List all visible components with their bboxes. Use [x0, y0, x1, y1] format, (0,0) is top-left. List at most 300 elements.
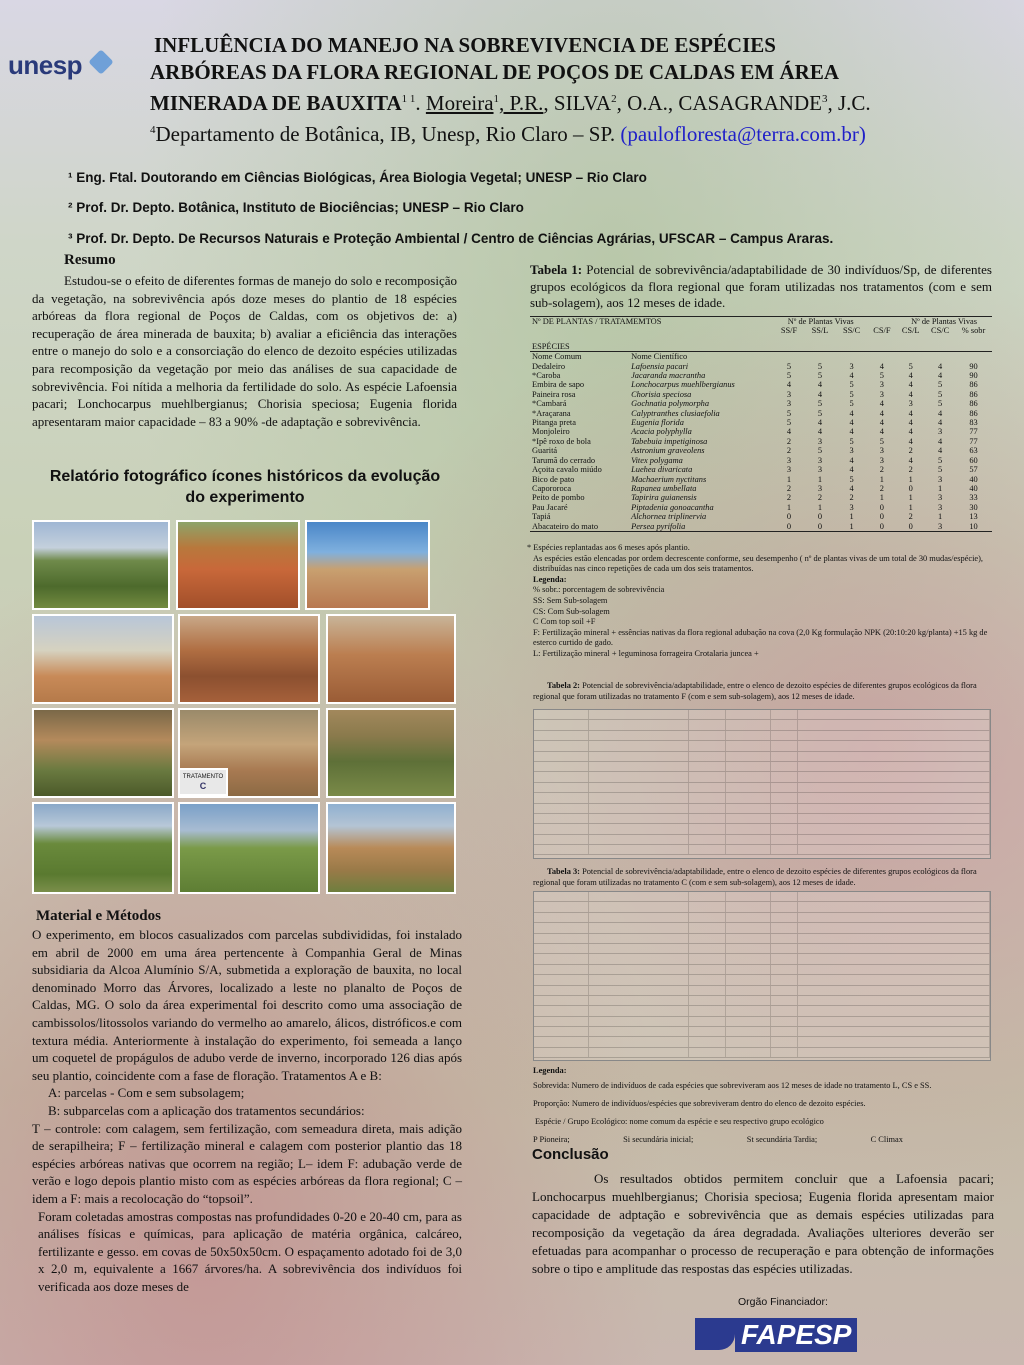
- unesp-logo-icon: [88, 49, 113, 74]
- photo-worker-digging: [32, 708, 174, 798]
- table1-cell: 4: [938, 371, 943, 381]
- conclusion-heading: Conclusão: [532, 1146, 609, 1163]
- dept-sup: 4: [150, 124, 156, 136]
- table1-header-scientific: Nome Científico: [631, 352, 688, 362]
- table1-cell: 5: [786, 418, 792, 428]
- scientific-name: Chorisia speciosa: [631, 389, 692, 399]
- table1-cell: 5: [938, 380, 943, 390]
- table1-legend-heading: Legenda:: [533, 574, 567, 584]
- table1-row: [530, 446, 992, 455]
- table1-grid: [530, 316, 992, 532]
- title-sup: 1 1: [401, 93, 416, 105]
- table1-cell: 1: [879, 493, 884, 503]
- table1-cell: 4: [908, 427, 913, 437]
- table1-cell: 5: [879, 371, 884, 381]
- treatment-label: [178, 768, 228, 796]
- table1-cell: 2: [786, 436, 792, 446]
- table1-cell: 1: [908, 493, 913, 503]
- table1-col-csc: CS/C: [931, 326, 950, 336]
- table1-cell: 60: [969, 455, 978, 465]
- table2-caption-text: Potencial de sobrevivência/adaptabilidade, entre o elenco de dezoito espécies de diferentes grupos ecológicos da flora regional que foram utilizadas no tratamento F (com e sem sub-solagem), aos 12 meses de idade.: [533, 681, 977, 701]
- fapesp-logo: [695, 1312, 850, 1357]
- author-3-initials: , J.C.: [827, 91, 871, 115]
- table1-cell: 2: [786, 493, 792, 503]
- table1-cell: 4: [938, 408, 943, 418]
- methods-p4: T – controle: com calagem, sem fertilização, com semeadura direta, mais adição de serapilheira; F – fertilização mineral e calagem com posterior plantio das 18 espécies arbóreas nativas que ocorrem na região; L– idem F: adubação verde de verão e logo depois plantio misto com as espécies arbóreas da flora regional; C – idem a F: mais a recolocação do “topsoil”.: [32, 1120, 462, 1206]
- table1-cell: 86: [969, 389, 978, 399]
- table1-cell: 3: [938, 427, 943, 437]
- table1-cell: 57: [969, 465, 978, 475]
- table2-caption: [533, 681, 993, 702]
- table1-cell: 3: [879, 380, 884, 390]
- photo-landscape: [32, 520, 170, 610]
- table1-row: [530, 362, 992, 371]
- table1-cell: 4: [879, 418, 884, 428]
- resumo-heading: Resumo: [64, 252, 116, 268]
- mini-table-row: [534, 1027, 990, 1037]
- table1-col-ssc: SS/C: [842, 326, 861, 336]
- common-name: Pau Jacaré: [532, 502, 568, 512]
- table1-cell: 5: [817, 408, 823, 418]
- title-line-2: ARBÓREAS DA FLORA REGIONAL DE POÇOS DE CALDAS EM ÁREA: [150, 60, 840, 84]
- common-name: Peito de pombo: [532, 493, 585, 503]
- common-name: *Araçarana: [532, 408, 571, 418]
- mini-table-row: [534, 902, 990, 912]
- table1-cell: 5: [786, 361, 792, 371]
- scientific-name: Vitex polygama: [631, 455, 683, 465]
- table1-cell: 1: [938, 512, 943, 522]
- table1-cell: 0: [908, 521, 913, 531]
- scientific-name: Luehea divaricata: [631, 465, 693, 475]
- photo-terrain: [32, 614, 174, 704]
- table1-row: [530, 390, 992, 399]
- table1-row: [530, 512, 992, 521]
- scientific-name: Piptadenia gonoacantha: [631, 502, 714, 512]
- table1-cell: 4: [879, 408, 884, 418]
- table1-cell: 4: [849, 465, 854, 475]
- table1-cell: 1: [849, 512, 854, 522]
- treatment-label-text: TRATAMENTO: [182, 774, 224, 780]
- table3-caption: [533, 867, 993, 888]
- mini-table-row: [534, 835, 990, 845]
- common-name: Açoita cavalo miúdo: [532, 465, 602, 475]
- scientific-name: Lafoensia pacari: [631, 361, 689, 371]
- table1-cell: 3: [849, 502, 854, 512]
- photo-man-field: [178, 802, 320, 894]
- table1-cell: 5: [849, 389, 854, 399]
- common-name: Abacateiro do mato: [532, 521, 599, 531]
- common-name: Tapiá: [532, 512, 551, 522]
- table1-col-ssl: SS/L: [811, 326, 829, 336]
- mini-table-row: [534, 793, 990, 803]
- table1-cell: 86: [969, 380, 978, 390]
- mini-table-row: [534, 731, 990, 741]
- table1-cell: 40: [969, 474, 978, 484]
- group-pioneira: P Pioneira;: [533, 1135, 570, 1144]
- table1-cell: 4: [849, 418, 854, 428]
- affiliation-3: ³ Prof. Dr. Depto. De Recursos Naturais e Proteção Ambiental / Centro de Ciências Agrárias, UFSCAR – Campus Araras.: [68, 231, 834, 246]
- table1-cell: 3: [879, 389, 884, 399]
- common-name: Dedaleiro: [532, 361, 566, 371]
- mini-table-row: [534, 913, 990, 923]
- table1-caption-label: Tabela 1:: [530, 262, 583, 277]
- mini-table-row: [534, 1048, 990, 1058]
- table1-cell: 30: [969, 502, 978, 512]
- table1-cell: 77: [969, 436, 978, 446]
- table1-cell: 86: [969, 408, 978, 418]
- table1-cell: 4: [879, 361, 884, 371]
- author-2-sup: 2: [611, 93, 617, 105]
- table1-cell: 3: [938, 474, 943, 484]
- poster-title: INFLUÊNCIA DO MANEJO NA SOBREVIVENCIA DE ESPÉCIES ARBÓREAS DA FLORA REGIONAL DE POÇOS DE CALDAS EM ÁREA MINERADA DE $BAUXITA^{1 1}$. Moreira$^1$, P.R., SILVA$^2$, O.A., CASAGRANDE$^3$, J.C. $^4$Departamento de Botânica, IB, Unesp, Rio Claro – SP. (paulofloresta@terra.com.br): [150, 33, 871, 146]
- fapesp-logo-text: FAPESP: [735, 1318, 857, 1352]
- table1-cell: 5: [879, 436, 884, 446]
- unesp-logo: [8, 50, 108, 90]
- table1-cell: 3: [786, 465, 792, 475]
- table1-caption: [530, 262, 992, 312]
- table1-cell: 4: [817, 418, 823, 428]
- table1-cell: 4: [938, 436, 943, 446]
- table1-cell: 4: [849, 483, 854, 493]
- table1-row: [530, 399, 992, 408]
- table1-row: [530, 418, 992, 427]
- table1-cell: 5: [849, 380, 854, 390]
- table1-cell: 2: [817, 493, 823, 503]
- common-name: Capororoca: [532, 483, 572, 493]
- scientific-name: Alchornea triplinervia: [631, 512, 707, 522]
- table1-cell: 5: [849, 436, 854, 446]
- methods-p1: O experimento, em blocos casualizados com parcelas subdivididas, foi instalado em abril de 2000 em uma área pertencente à Companhia Geral de Minas subsidiaria da Alcoa Alumínio S/A, submetida a exploração de bauxita, no local denominado Morro das Árvores, localizado a leste no planalto de Poços de Caldas, MG. O solo da área experimental foi descrito como uma associação de cambissolos/litossolos variando do vermelho ao amarelo, álicos, distróficos.e com textura média. Anteriormente à instalação do experimento, foi semeada a lanço um coquetel de propágulos de adubo verde de inverno, incorporado 126 dias após seu plantio, coincidente com a fase de floração. Tratamentos A e B:: [32, 927, 462, 1083]
- mini-table-row: [534, 752, 990, 762]
- photo-workers-soil: [178, 614, 320, 704]
- table1-row: [530, 503, 992, 512]
- photo-field-sky: [305, 520, 430, 610]
- group-secundaria-tardia: St secundária Tardia;: [746, 1135, 818, 1144]
- mini-table-row: [534, 772, 990, 782]
- table1-cell: 5: [938, 399, 943, 409]
- table1-cell: 13: [969, 512, 978, 522]
- table1-cell: 4: [938, 361, 943, 371]
- mini-table-row: [534, 814, 990, 824]
- table1-cell: 3: [786, 399, 792, 409]
- methods-p3: B: subparcelas com a aplicação dos tratamentos secundários:: [48, 1102, 365, 1118]
- scientific-name: Calyptranthes clusiaefolia: [631, 408, 720, 418]
- table1-cell: 4: [908, 371, 913, 381]
- methods-heading: Material e Métodos: [36, 908, 161, 924]
- table1-cell: 4: [849, 371, 854, 381]
- table1-cell: 5: [938, 455, 943, 465]
- table1-cell: 4: [849, 427, 854, 437]
- table3-caption-text: Potencial de sobrevivência/adaptabilidade, entre o elenco de dezoito espécies de diferentes grupos ecológicos da flora regional que foram utilizadas no tratamento C (com e sem sub-solagem), aos 12 meses de idade.: [533, 867, 977, 887]
- table1-cell: 3: [817, 436, 823, 446]
- table1-cell: 1: [938, 483, 943, 493]
- table1-cell: 0: [908, 483, 913, 493]
- table1-legend-l: L: Fertilização mineral + leguminosa forrageira Crotalaria juncea +: [533, 648, 759, 658]
- table1-row: [530, 437, 992, 446]
- scientific-name: Gochnatia polymorpha: [631, 399, 710, 409]
- tables-legend-grupo: Espécie / Grupo Ecológico: nome comum da espécie e seu respectivo grupo ecológico: [535, 1117, 824, 1126]
- table1-header-live-b: Nº de Plantas Vivas: [911, 317, 978, 326]
- photo-planting: [326, 614, 456, 704]
- mini-table-row: [534, 710, 990, 720]
- tables-legend-groups: [533, 1133, 903, 1146]
- table1-col-sobr: % sobr: [961, 326, 986, 336]
- mini-table-row: [534, 923, 990, 933]
- table1-cell: 4: [908, 408, 913, 418]
- table1-col-ssf: SS/F: [780, 326, 798, 336]
- table1-cell: 1: [908, 502, 913, 512]
- mini-table-row: [534, 741, 990, 751]
- table1-cell: 5: [817, 361, 823, 371]
- table1-cell: 0: [786, 521, 792, 531]
- scientific-name: Persea pyrifolia: [631, 521, 686, 531]
- table1-col-csl: CS/L: [901, 326, 920, 336]
- table1-cell: 0: [879, 512, 884, 522]
- author-1-sup: 1: [493, 93, 500, 105]
- scientific-name: Eugenia florida: [631, 418, 684, 428]
- mini-table-row: [534, 783, 990, 793]
- table1-cell: 4: [879, 427, 884, 437]
- table1-cell: 40: [969, 483, 978, 493]
- table1-cell: 2: [908, 465, 913, 475]
- fapesp-logo-icon: [695, 1318, 735, 1350]
- table1-cell: 3: [938, 493, 943, 503]
- table1-cell: 5: [938, 465, 943, 475]
- table1-cell: 90: [969, 371, 978, 381]
- table1-cell: 4: [908, 380, 913, 390]
- table1-cell: 1: [817, 474, 823, 484]
- table1-row: [530, 484, 992, 493]
- table1-note-star: * Espécies replantadas aos 6 meses após plantio.: [527, 543, 690, 552]
- table1-cell: 1: [908, 474, 913, 484]
- table1-cell: 4: [786, 380, 792, 390]
- scientific-name: Tabebuia impetiginosa: [631, 436, 708, 446]
- table1-cell: 4: [938, 418, 943, 428]
- table1-row: [530, 456, 992, 465]
- table1-cell: 5: [817, 399, 823, 409]
- table3-caption-label: Tabela 3:: [547, 867, 580, 876]
- mini-table-row: [534, 720, 990, 730]
- unesp-logo-text: unesp: [8, 50, 83, 80]
- table1-cell: 5: [849, 474, 854, 484]
- table1-header-live-a: Nº de Plantas Vivas: [787, 317, 854, 326]
- table1-cell: 3: [786, 389, 792, 399]
- group-climax: C Climax: [870, 1135, 903, 1144]
- scientific-name: Jacaranda macrantha: [631, 371, 706, 381]
- mini-table-row: [534, 944, 990, 954]
- table1-row: [530, 380, 992, 389]
- table1-cell: 4: [849, 408, 854, 418]
- table1-header-common: Nome Comum: [532, 352, 582, 362]
- affiliation-1: ¹ Eng. Ftal. Doutorando em Ciências Biológicas, Área Biologia Vegetal; UNESP – Rio Claro: [68, 170, 647, 185]
- table1-row: [530, 427, 992, 436]
- table1-row: [530, 409, 992, 418]
- table1-cell: 3: [786, 455, 792, 465]
- table1-cell: 4: [908, 389, 913, 399]
- table1-cell: 86: [969, 399, 978, 409]
- table1-cell: 1: [786, 502, 792, 512]
- table1-cell: 5: [938, 389, 943, 399]
- table1-cell: 10: [969, 521, 978, 531]
- common-name: *Caroba: [532, 371, 561, 381]
- table1-cell: 83: [969, 418, 978, 428]
- table1-row: [530, 522, 992, 532]
- mini-table-row: [534, 975, 990, 985]
- photo-red-soil: [176, 520, 300, 610]
- table1-cell: 5: [908, 361, 913, 371]
- table2-caption-label: Tabela 2:: [547, 681, 580, 690]
- table1-cell: 1: [879, 474, 884, 484]
- table1-row: [530, 371, 992, 380]
- table1-cell: 2: [786, 446, 792, 456]
- table1-cell: 0: [817, 512, 823, 522]
- table1-cell: 2: [849, 493, 854, 503]
- mini-table-row: [534, 804, 990, 814]
- resumo-text: Estudou-se o efeito de diferentes formas de manejo do solo e recomposição da vegetação, na sobrevivência após doze meses do plantio de 18 espécies arbóreas da flora regional de Poços de Caldas, com os objetivos de: a) recuperação de área minerada de bauxita; b) avaliar a eficiência das interações entre o manejo do solo e a consorciação do elenco de dezoito espécies utilizadas para recomposição da vegetação por meio das análises de sua capacidade de sobrevivência. Foi nítida a melhoria da fertilidade do solo. As espécie Lafoensia pacari; Lonchocarpus muehlbergianus; Chorisia speciosa; Eugenia florida apresentaram maior capacidade – 83 a 90% -de adaptação e sobrevivência.: [32, 273, 457, 429]
- author-3-sup: 3: [821, 93, 828, 105]
- author-1-initials: , P.R.: [499, 91, 544, 115]
- table1-cell: 4: [908, 418, 913, 428]
- tables-legend-sobrevida: Sobrevida: Numero de indivíduos de cada espécies que sobreviveram aos 12 meses de idade no tratamento L, CS e SS.: [533, 1081, 932, 1090]
- table1-notes: [527, 543, 992, 660]
- table1-cell: 5: [817, 446, 823, 456]
- mini-table-row: [534, 824, 990, 834]
- mini-table-row: [534, 845, 990, 855]
- table1-cell: 3: [938, 521, 943, 531]
- common-name: Guaritá: [532, 446, 558, 456]
- table1-cell: 4: [938, 446, 943, 456]
- table1-cell: 3: [817, 455, 823, 465]
- mini-table-row: [534, 1037, 990, 1047]
- scientific-name: Acacia polyphylla: [631, 427, 692, 437]
- table1-cell: 0: [879, 502, 884, 512]
- title-line-3: MINERADA DE BAUXITA: [150, 91, 402, 115]
- title-line-1: INFLUÊNCIA DO MANEJO NA SOBREVIVENCIA DE ESPÉCIES: [154, 33, 776, 57]
- table1-row: [530, 475, 992, 484]
- mini-table-row: [534, 934, 990, 944]
- table1-col-csf: CS/F: [873, 326, 891, 336]
- scientific-name: Machaerium nyctitans: [631, 474, 707, 484]
- table1-legend-sobr: % sobr.: porcentagem de sobrevivência: [533, 585, 665, 595]
- table1-cell: 1: [786, 474, 792, 484]
- table1-cell: 5: [849, 399, 854, 409]
- mini-table-row: [534, 1006, 990, 1016]
- tables-legend-heading: Legenda:: [533, 1066, 567, 1075]
- table1-cell: 3: [849, 446, 854, 456]
- table1-cell: 2: [908, 512, 913, 522]
- table1-cell: 2: [879, 465, 884, 475]
- common-name: Bico de pato: [532, 474, 575, 484]
- table1-cell: 3: [879, 446, 884, 456]
- mini-table-row: [534, 965, 990, 975]
- scientific-name: Tapirira guianensis: [631, 493, 697, 503]
- table1-note-order: As espécies estão elencadas por ordem decrescente conforme, seu desempenho ( nº de plantas vivas de um total de 30 mudas/espécie), distribuídas nas cinco repetições de cada um dos seis tratamentos.: [533, 553, 984, 574]
- treatment-label-code: C: [199, 781, 207, 791]
- contact-email[interactable]: (paulofloresta@terra.com.br): [620, 122, 866, 146]
- table1: [530, 316, 992, 532]
- table1-cell: 4: [817, 380, 823, 390]
- table3-grid: [533, 891, 991, 1061]
- conclusion-text: Os resultados obtidos permitem concluir que a Lafoensia pacari; Lonchocarpus muehlbergianus; Chorisia speciosa; Eugenia florida apresentam maior capacidade de adptação e sobrevivência que as demais espécies utilizadas para recomposição da vegetação da área degradada. Avaliações ulteriores deverão ser efetuadas para acompanhar o processo de recuperação e para obtenção de informações sobre o tipo e amplitude das respostas das espécies utilizadas.: [532, 1171, 994, 1276]
- table1-legend-c: C Com top soil +F: [533, 617, 596, 627]
- table1-cell: 5: [786, 408, 792, 418]
- photo-report-heading: Relatório fotográfico ícones históricos da evolução do experimento: [49, 468, 441, 506]
- table1-cell: 2: [908, 446, 913, 456]
- table1-cell: 77: [969, 427, 978, 437]
- common-name: *Cambará: [532, 399, 567, 409]
- scientific-name: Rapanea umbellata: [631, 483, 697, 493]
- mini-table-row: [534, 986, 990, 996]
- photo-grown-plants: [32, 802, 174, 894]
- common-name: Embira de sapo: [532, 380, 585, 390]
- scientific-name: Lonchocarpus muehlbergianus: [631, 380, 735, 390]
- author-1: Moreira: [425, 91, 494, 115]
- table1-header-species: ESPÉCIES: [532, 341, 570, 351]
- table1-cell: 5: [817, 371, 823, 381]
- table1-cell: 4: [817, 389, 823, 399]
- table1-caption-text: Potencial de sobrevivência/adaptabilidade de 30 indivíduos/Sp, de diferentes grupos ecológicos da flora regional que foram utilizadas nos tratamentos (com e sem sub-solagem), aos 12 meses de idade.: [530, 262, 992, 310]
- affiliation-2: ² Prof. Dr. Depto. Botânica, Instituto de Biociências; UNESP – Rio Claro: [68, 200, 524, 215]
- table1-cell: 4: [879, 399, 884, 409]
- table1-cell: 3: [817, 483, 823, 493]
- author-3: , O.A., CASAGRANDE: [616, 91, 822, 115]
- table1-cell: 0: [879, 521, 884, 531]
- table1-cell: 3: [908, 399, 913, 409]
- common-name: Pitanga preta: [532, 418, 576, 428]
- table1-cell: 1: [817, 502, 823, 512]
- mini-table-row: [534, 892, 990, 902]
- methods-text: [32, 926, 462, 1295]
- common-name: *Ipê roxo de bola: [532, 436, 591, 446]
- table1-cell: 33: [969, 493, 978, 503]
- table1-legend-cs: CS: Com Sub-solagem: [533, 606, 610, 616]
- table1-row: [530, 465, 992, 474]
- table1-cell: 2: [786, 483, 792, 493]
- table1-header-treatments: Nº DE PLANTAS / TRATAMEMTOS: [532, 317, 662, 326]
- photo-people-field: [326, 708, 456, 798]
- table1-cell: 3: [817, 465, 823, 475]
- table1-legend-ss: SS: Sem Sub-solagem: [533, 595, 608, 605]
- table1-cell: 90: [969, 361, 978, 371]
- table1-row: [530, 493, 992, 502]
- table1-cell: 4: [849, 455, 854, 465]
- table1-cell: 1: [849, 521, 854, 531]
- photo-area-overview: [326, 802, 456, 894]
- table2-grid: [533, 709, 991, 859]
- table1-cell: 3: [879, 455, 884, 465]
- mini-table-row: [534, 954, 990, 964]
- methods-p5: Foram coletadas amostras compostas nas profundidades 0-20 e 20-40 cm, para as análises físicas e químicas, para aplicação de matéria orgânica, calcáreo, fertilizante e gesso. em covas de 50x50x50cm. O espaçamento adotado foi de 3,0 x 2,0 m, equivalente a 1667 árvores/ha. A sobrevivência dos indivíduos foi verificada aos doze meses de: [38, 1208, 462, 1294]
- department: Departamento de Botânica, IB, Unesp, Rio Claro – SP.: [155, 122, 616, 146]
- author-2: , SILVA: [543, 91, 612, 115]
- common-name: Monjoleiro: [532, 427, 570, 437]
- table1-cell: 63: [969, 446, 978, 456]
- table1-cell: 4: [908, 436, 913, 446]
- table1-cell: 0: [817, 521, 823, 531]
- scientific-name: Astronium graveolens: [631, 446, 705, 456]
- table1-cell: 0: [786, 512, 792, 522]
- mini-table-row: [534, 996, 990, 1006]
- table1-cell: 4: [908, 455, 913, 465]
- funder-label: Orgão Financiador:: [738, 1296, 828, 1308]
- common-name: Tarumã do cerrado: [532, 455, 596, 465]
- table1-cell: 2: [879, 483, 884, 493]
- mini-table-row: [534, 762, 990, 772]
- common-name: Paineira rosa: [532, 389, 576, 399]
- mini-table-row: [534, 1017, 990, 1027]
- table1-cell: 3: [849, 361, 854, 371]
- table1-cell: 4: [786, 427, 792, 437]
